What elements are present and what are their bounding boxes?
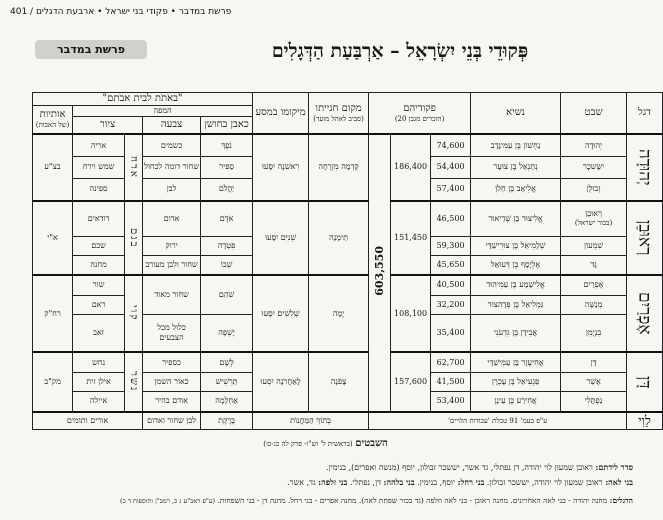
tribe-count: 74,600 [431, 134, 471, 157]
col-letters-sub: (של האבות) [35, 120, 70, 129]
figure: מחנה [73, 255, 125, 275]
prince-name: אֱלִיאָב בֶּן חֵלֹן [471, 178, 561, 201]
col-letters [33, 105, 73, 134]
col-counts-sub: (הזכרים מגבן 20) [394, 114, 445, 123]
page-title: פְּקוּדֵי בְּנֵי יִשְׂרָאֵל – אַרְבַּעַת הַדְּגָלִים [271, 40, 529, 62]
tribe-name: מְנַשֶּׁה [561, 295, 627, 314]
col-tribe: שבט [561, 93, 627, 135]
tribe-name: זְבוּלֻן [561, 178, 627, 201]
footer-label: הדגלים: [609, 496, 633, 505]
tribe-count: 57,400 [431, 178, 471, 201]
prince-name: אֶלְיָסָף בֶּן דְּעוּאֵל [471, 255, 561, 275]
camp-place: קֵדְמָה מִזְרָחָה [309, 134, 369, 201]
tribes-table [32, 92, 663, 430]
flag-name: אֶפְרַיִם [627, 275, 663, 352]
stone: שְׁבוֹ [201, 255, 253, 275]
stone: יָשְׁפֵה [201, 315, 253, 353]
travel-order: רִאשֹׁנָה יִסָּעוּ [253, 134, 309, 201]
footer-line-flags [18, 495, 633, 507]
tribe-name: דָּן [561, 352, 627, 372]
col-letters-label: אותיות [39, 109, 66, 121]
flag-total: 151,450 [391, 201, 431, 275]
travel-order: שְׁנִיִּם יִסָּעוּ [253, 201, 309, 275]
footer-label: בני רחל: [457, 477, 485, 487]
figure: זאב [73, 315, 125, 353]
footer-heading-sub: (בראשית ל' וש"ו- פרק לה כג-כו) [263, 440, 353, 448]
flag-name: דָּן [627, 352, 663, 411]
stone: סַפִּיר [201, 157, 253, 179]
color: כלול מכל הצבעים [143, 315, 201, 353]
stone: תַּרְשִׁישׁ [201, 372, 253, 391]
col-mapa: המפה [73, 105, 253, 116]
prince-name: אֲחִירַע בֶּן עֵינָן [471, 391, 561, 411]
footer-label: בני זלפה: [318, 477, 348, 487]
tribe-name: שִׁמְעוֹן [561, 236, 627, 255]
tribe-count: 45,650 [431, 255, 471, 275]
flag-total: 108,100 [391, 275, 431, 352]
color: שחור דומה לכחול [143, 157, 201, 179]
patriarch-letters: רח"ק [33, 275, 73, 352]
figure: אריה [73, 134, 125, 157]
color: ירוק [143, 236, 201, 255]
tribe-name: גָּד [561, 255, 627, 275]
col-counts [369, 93, 471, 135]
flag-total: 186,400 [391, 134, 431, 201]
footer-line-mothers [18, 476, 633, 489]
col-flag: דגל [627, 93, 663, 135]
mapa-letters: ארח [125, 134, 143, 201]
mapa-letters: קוי [125, 275, 143, 352]
footer-note: (ע"פ ראב"ע ג כ, רמב"ן ותוספות ד כ) [120, 497, 216, 505]
tribe-note: (בכור ישראל) [574, 219, 613, 228]
stone: פִּטְדָה [201, 236, 253, 255]
mapa-letters: נשר [125, 352, 143, 411]
figure: שכם [73, 236, 125, 255]
travel-order: לָאַחֲרֹנָה יִסְעוּ [253, 352, 309, 411]
tribe-count: 53,400 [431, 391, 471, 411]
tribe-count: 32,200 [431, 295, 471, 314]
levi-color: לבן שחור ואדום [143, 412, 201, 430]
levi-camp: בְּתוֹךְ הַמַּחֲנוֹת [253, 412, 369, 430]
footer-text: דן, נפתלי. [349, 478, 381, 487]
mapa-letters: בגם [125, 201, 143, 275]
tribe-count: 54,400 [431, 157, 471, 179]
tribe-count: 46,500 [431, 201, 471, 236]
stone: שֹׁהַם [201, 275, 253, 314]
figure: איילה [73, 391, 125, 411]
color: כאור השמן [143, 372, 201, 391]
footer-heading [18, 438, 633, 450]
stone: אַחְלָמָה [201, 391, 253, 411]
tribe-name [561, 201, 627, 236]
color: שחור מאוד [143, 275, 201, 314]
col-camp-label: מקום חנייתו [315, 103, 362, 115]
footer-label: סדר לידתם: [595, 462, 633, 472]
footer-text: ראובן שמעון לוי יהודה, דן נפתלי, גד אשר, יששכר זבולון, יוסף (מנשה ואפרים), בנימין. [326, 463, 593, 472]
footer-text: יוסף, בנימין. [417, 478, 456, 487]
running-header: פרשת במדבר • פקודי בני ישראל • ארבעת הדגלים / 401 [10, 7, 232, 17]
camp-place: צָפֹנָה [309, 352, 369, 411]
prince-name: שְׁלֻמִיאֵל בֶּן צוּרִישַׁדָּי [471, 236, 561, 255]
stone: נֹפֶךְ [201, 134, 253, 157]
col-figure: ציור [73, 116, 143, 134]
tribe-name: נַפְתָּלִי [561, 391, 627, 411]
tribe-count: 62,700 [431, 352, 471, 372]
figure: אילן זית [73, 372, 125, 391]
col-banner-group: "באֹתֹת לבית אבֹתם" [33, 93, 253, 106]
color: כספיר [143, 352, 201, 372]
prince-name: אֲחִיעֶזֶר בֶּן עַמִּישַׁדָּי [471, 352, 561, 372]
col-counts-label: פקודיהם [403, 103, 436, 115]
footer-text: ראובן שמעון לוי יהודה, יששכר זבולון. [486, 478, 603, 487]
footer-text: גד, אשר. [287, 478, 316, 487]
parasha-label: פרשת במדבר [35, 40, 147, 59]
tribes-table-wrapper [32, 92, 655, 430]
flag-name: יְהוּדָה [627, 134, 663, 201]
col-prince: נשיא [471, 93, 561, 135]
prince-name: נַחְשׁוֹן בֶּן עַמִּינָדָב [471, 134, 561, 157]
prince-name: אֱלִישָׁמָע בֶּן עַמִּיהוּד [471, 275, 561, 295]
prince-name: גַּמְלִיאֵל בֶּן פְּדָהצוּר [471, 295, 561, 314]
grand-total-cell [369, 134, 391, 412]
prince-name: אֱלִיצוּר בֶּן שְׁדֵיאוּר [471, 201, 561, 236]
prince-name: פַּגְעִיאֵל בֶּן עָכְרָן [471, 372, 561, 391]
prince-name: נְתַנְאֵל בֶּן צוּעָר [471, 157, 561, 179]
col-travel: מיקומו במסע [253, 93, 309, 135]
patriarch-letters: מק"ב [33, 352, 73, 411]
prince-name: אֲבִידָן בֶּן גִּדְעֹנִי [471, 315, 561, 353]
figure: שמש וירח [73, 157, 125, 179]
color: לבן [143, 178, 201, 201]
color: אדום [143, 201, 201, 236]
figure: ספינה [73, 178, 125, 201]
tribe-count: 35,400 [431, 315, 471, 353]
travel-order: שְׁלִשִׁים יִסָּעוּ [253, 275, 309, 352]
tribe-name: יִשָּׂשכָר [561, 157, 627, 179]
tribe-name-text: רְאוּבֵן [585, 209, 602, 219]
tribe-name: אָשֵׁר [561, 372, 627, 391]
footer-label: בני בלהה: [383, 477, 415, 487]
figure: ראם [73, 295, 125, 314]
footer-line-birth-order [18, 461, 633, 474]
footer-text: מחנה יהודה - בני לאה האחרונים. מחנה ראובן - בני לאה וזלפה (גד בכור שפחת לאה). מחנה אפרים - בני רחל. מחנה דן - בני השפחות. [217, 496, 608, 505]
tribe-name: בִּנְיָמִן [561, 315, 627, 353]
levi-name: לֵוִי [627, 412, 663, 430]
tribe-count: 41,500 [431, 372, 471, 391]
color: שחור ולבן מעורב [143, 255, 201, 275]
stone: לֶשֶׁם [201, 352, 253, 372]
footer-label: בני לאה: [605, 477, 633, 487]
color: כשמים [143, 134, 201, 157]
grand-total: 603,550 [373, 245, 387, 296]
col-color: צבעה [143, 116, 201, 134]
stone: אֹדֶם [201, 201, 253, 236]
col-camp-sub: (סביב לאהל מועד) [313, 114, 364, 123]
footer-heading-text: השבטים [355, 438, 388, 449]
color: אודם בהיר [143, 391, 201, 411]
figure: שור [73, 275, 125, 295]
camp-place: תֵּימָנָה [309, 201, 369, 275]
stone: יַהֲלֹם [201, 178, 253, 201]
figure: דודאים [73, 201, 125, 236]
patriarch-letters: בצ"ע [33, 134, 73, 201]
patriarch-letters: א"י [33, 201, 73, 275]
tribe-name: יְהוּדָה [561, 134, 627, 157]
levi-note: ע"פ בעמ' 91 טבלת 'עבודות הלויים' [369, 412, 627, 430]
col-camp [309, 93, 369, 135]
figure: נחש [73, 352, 125, 372]
levi-stone: בָּרֶקֶת [201, 412, 253, 430]
tribe-count: 40,500 [431, 275, 471, 295]
flag-name: רְאוּבֵן [627, 201, 663, 275]
col-stone: כאבן בחושן [201, 116, 253, 134]
tribe-name: אֶפְרַיִם [561, 275, 627, 295]
flag-total: 157,600 [391, 352, 431, 411]
tribe-count: 59,300 [431, 236, 471, 255]
camp-place: יָמָּה [309, 275, 369, 352]
levi-figure: אורים ותומים [33, 412, 143, 430]
